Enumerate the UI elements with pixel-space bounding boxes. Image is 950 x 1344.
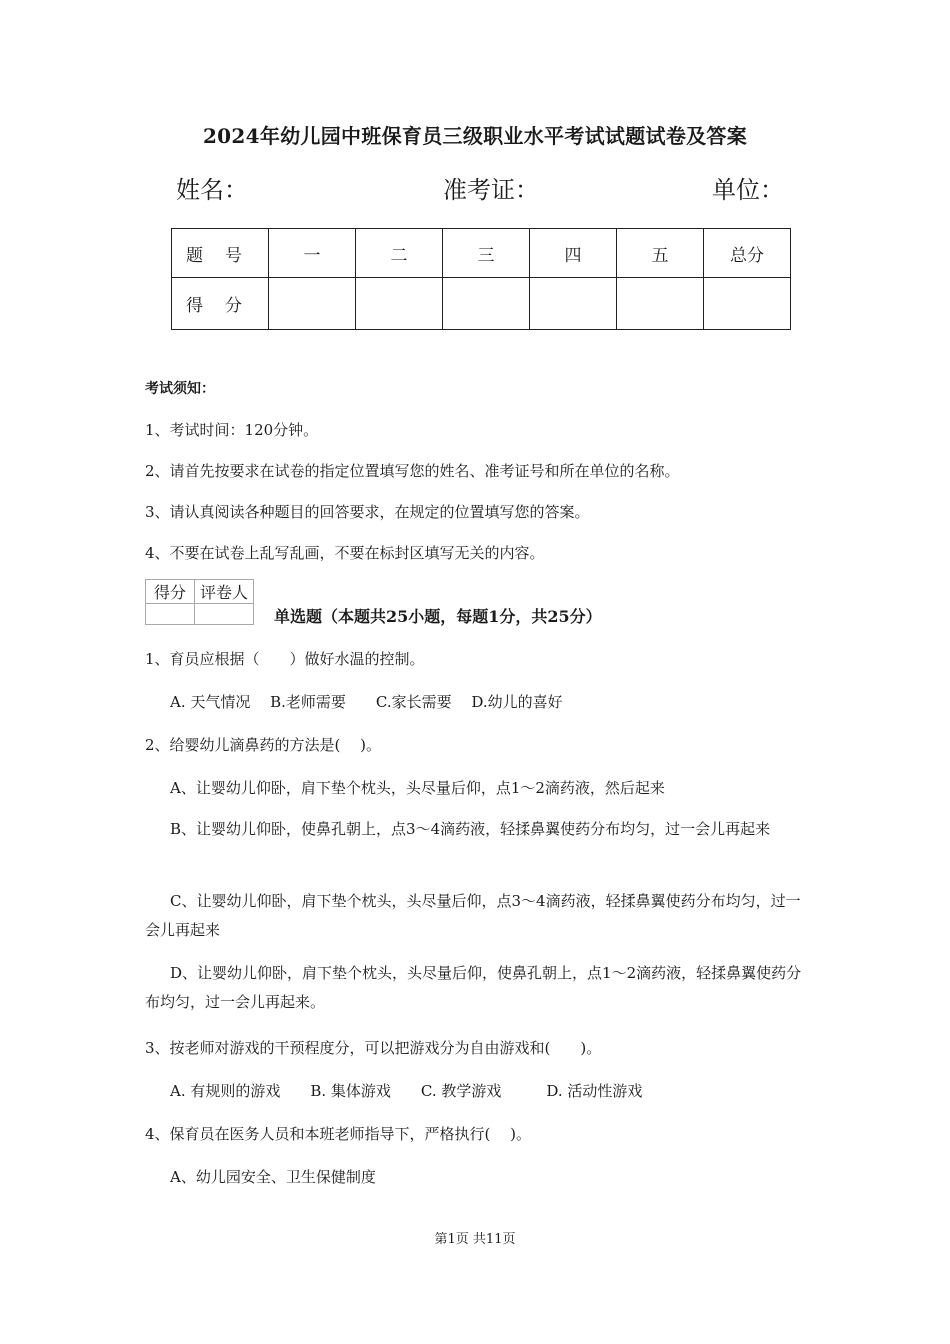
grader-score-label: 得分 (146, 580, 195, 604)
grader-name-cell (195, 604, 254, 625)
page-footer: 第1页 共11页 (434, 1232, 516, 1247)
score-label: 得分 (172, 278, 269, 330)
column-4: 四 (530, 229, 617, 278)
question-2-option-b: B、让婴幼儿仰卧，使鼻孔朝上，点3～4滴药液，轻揉鼻翼使药分布均匀，过一会儿再起来 (170, 820, 771, 838)
question-4-stem: 4、保育员在医务人员和本班老师指导下，严格执行( )。 (145, 1125, 532, 1143)
question-2-option-c: C、让婴幼儿仰卧，肩下垫个枕头，头尽量后仰，点3～4滴药液，轻揉鼻翼使药分布均匀，过一会儿再起来 (145, 892, 801, 939)
notice-item-1: 1、考试时间：120分钟。 (145, 421, 319, 439)
question-1-options: A. 天气情况 B.老师需要 C.家长需要 D.幼儿的喜好 (170, 693, 563, 711)
question-1-stem: 1、育员应根据（ ）做好水温的控制。 (145, 650, 425, 668)
grader-score-cell (146, 604, 195, 625)
question-4-option-a: A、幼儿园安全、卫生保健制度 (170, 1168, 376, 1186)
question-2-option-d: D、让婴幼儿仰卧，肩下垫个枕头，头尽量后仰，使鼻孔朝上，点1～2滴药液，轻揉鼻翼使药分布均匀，过一会儿再起来。 (145, 964, 802, 1011)
column-1: 一 (269, 229, 356, 278)
question-3-stem: 3、按老师对游戏的干预程度分，可以把游戏分为自由游戏和( )。 (145, 1039, 602, 1057)
score-cell-total (704, 278, 791, 330)
notice-heading: 考试须知： (145, 381, 215, 397)
notice-item-4: 4、不要在试卷上乱写乱画，不要在标封区填写无关的内容。 (145, 544, 545, 562)
score-cell-4 (530, 278, 617, 330)
question-2-stem: 2、给婴幼儿滴鼻药的方法是( )。 (145, 736, 382, 754)
score-cell-2 (356, 278, 443, 330)
notice-item-2: 2、请首先按要求在试卷的指定位置填写您的姓名、准考证号和所在单位的名称。 (145, 462, 680, 480)
column-3: 三 (443, 229, 530, 278)
question-number-label: 题号 (172, 229, 269, 278)
column-2: 二 (356, 229, 443, 278)
column-5: 五 (617, 229, 704, 278)
grader-name-label: 评卷人 (195, 580, 254, 604)
notice-item-3: 3、请认真阅读各种题目的回答要求，在规定的位置填写您的答案。 (145, 503, 590, 521)
question-2-option-a: A、让婴幼儿仰卧，肩下垫个枕头，头尽量后仰，点1～2滴药液，然后起来 (170, 779, 665, 797)
page-title: 2024年幼儿园中班保育员三级职业水平考试试题试卷及答案 (202, 124, 748, 148)
exam-id-label: 准考证： (443, 176, 539, 204)
column-total: 总分 (704, 229, 791, 278)
score-cell-3 (443, 278, 530, 330)
score-cell-5 (617, 278, 704, 330)
score-table-score-row (172, 278, 791, 330)
score-table-header-row (172, 229, 791, 278)
section-title: 单选题（本题共25小题，每题1分，共25分） (274, 607, 602, 626)
unit-label: 单位： (712, 176, 784, 204)
grader-box (145, 579, 254, 625)
score-cell-1 (269, 278, 356, 330)
score-table (171, 228, 791, 330)
name-label: 姓名： (176, 176, 248, 204)
question-3-options: A. 有规则的游戏 B. 集体游戏 C. 教学游戏 D. 活动性游戏 (170, 1082, 643, 1100)
